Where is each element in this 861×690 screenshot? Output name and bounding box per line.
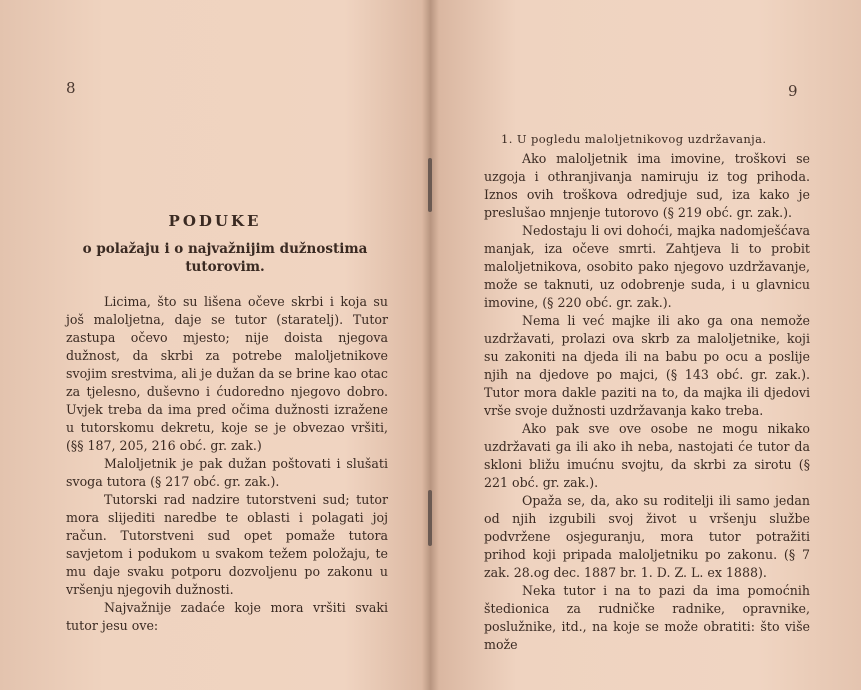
paragraph: Maloljetnik je pak dužan poštovati i slušati svoga tutora (§ 217 obć. gr. zak.).: [66, 456, 388, 489]
body-text: [66, 293, 388, 635]
paragraph: Licima, što su lišena očeve skrbi i koja su još maloljetna, daje se tutor (staratelj). Tutor zastupa očevo mjesto; nije doista njegova dužnost, da skrbi za potrebe maloljetnikove svojim srestvima, ali je dužan da se brine kao otac za tjelesno, duševno i ćudoredno njegovo dobro. Uvjek treba da ima pred očima dužnosti izražene u tutorskomu dekretu, koje se je obvezao vršiti, (§§ 187, 205, 216 obć. gr. zak.): [66, 294, 388, 453]
section-heading: 1. U pogledu maloljetnikovog uzdržavanja.: [501, 132, 767, 146]
paragraph: Ako pak sve ove osobe ne mogu nikako uzdržavati ga ili ako ih neba, nastojati će tutor da skloni bližu imućnu svojtu, da skrbi za sirotu (§ 221 obć. gr. zak.).: [484, 421, 810, 490]
right-page: [431, 0, 861, 690]
body-text: [484, 150, 810, 654]
paragraph: Nema li već majke ili ako ga ona nemože uzdržavati, prolazi ova skrb za maloljetnike, koji su zakoniti na djeda ili na babu po ocu a poslije njih na djedove po majci, (§ 143 obć. gr. zak.). Tutor mora dakle paziti na to, da majka ili djedovi vrše svoje dužnosti uzdržavanja kako treba.: [484, 313, 810, 418]
page-number: 9: [788, 82, 798, 100]
page-subtitle: o polažaju i o najvažnijim dužnostima tutorovim.: [82, 241, 368, 275]
paragraph: Ako maloljetnik ima imovine, troškovi se uzgoja i othranjivanja namiruju iz tog prihoda. Iznos ovih troškova odredjuje sud, iza kako je preslušao mnjenje tutorovo (§ 219 obć. gr. zak.).: [484, 151, 810, 220]
page-number: 8: [66, 79, 76, 97]
paragraph: Neka tutor i na to pazi da ima pomoćnih štedionica za rudničke radnike, opravnike, poslužnike, itd., na koje se može obratiti: što više može: [484, 583, 810, 652]
paragraph: Opaža se, da, ako su roditelji ili samo jedan od njih izgubili svoj život u vršenju službe podvržene osjeguranju, mora tutor potražiti prihod koji pripada maloljetniku po zakonu. (§ 7 zak. 28.og dec. 1887 br. 1. D. Z. L. ex 1888).: [484, 493, 810, 580]
page-title: PODUKE: [168, 212, 262, 230]
paragraph: Tutorski rad nadzire tutorstveni sud; tutor mora slijediti naredbe te oblasti i polagati joj račun. Tutorstveni sud opet pomaže tutora savjetom i podukom u svakom težem položaju, te mu daje svaku potporu dozvoljenu po zakonu u vršenju njegovih dužnosti.: [66, 492, 388, 597]
paragraph: Nedostaju li ovi dohoći, majka nadomješćava manjak, iza očeve smrti. Zahtjeva li to probit maloljetnikova, osobito pako njegovo uzdržavanje, može se taknuti, uz odobrenje suda, i u glavnicu imovine, (§ 220 obć. gr. zak.).: [484, 223, 810, 310]
left-page: [0, 0, 430, 690]
paragraph: Najvažnije zadaće koje mora vršiti svaki tutor jesu ove:: [66, 600, 388, 633]
